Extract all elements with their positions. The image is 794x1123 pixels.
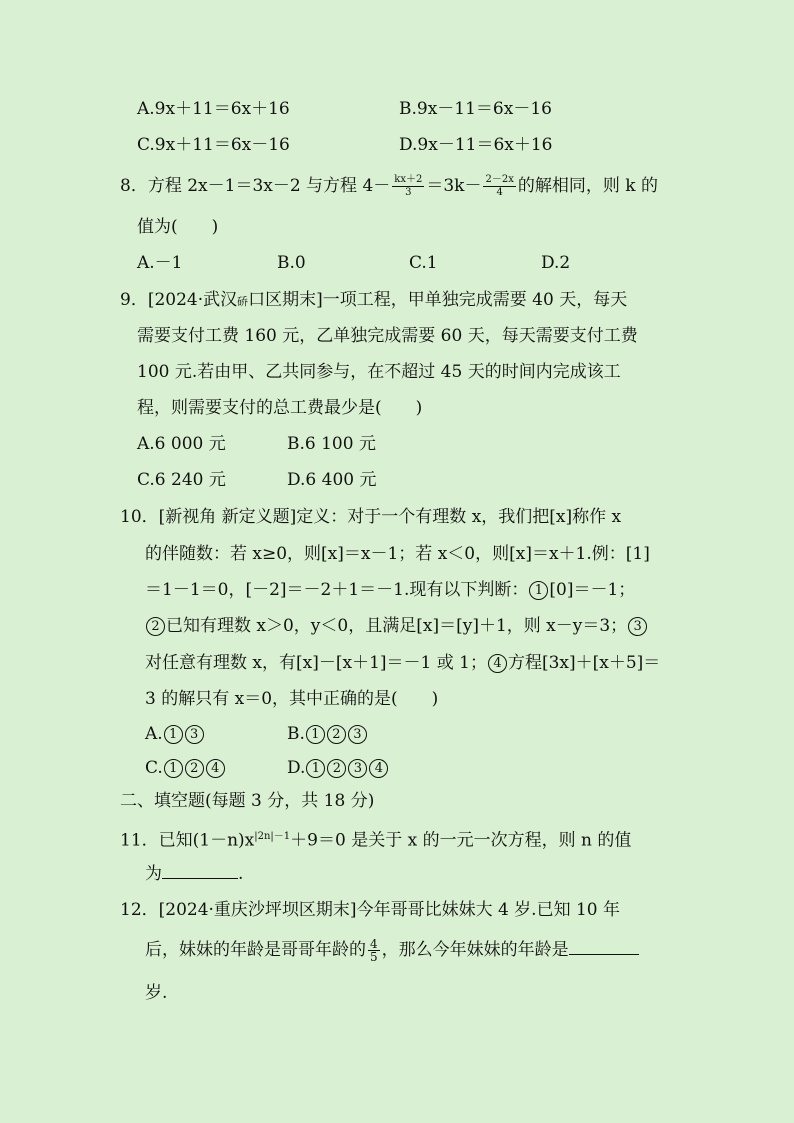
q12-line2-post: ，那么今年妹妹的年龄是 xyxy=(381,940,569,960)
q10-line4-text: 已知有理数 x＞0，y＜0，且满足[x]＝[y]＋1，则 x－y＝3； xyxy=(166,616,628,636)
q10-line3 xyxy=(145,579,635,601)
q12-line3: 岁. xyxy=(145,983,168,1003)
q8-line1 xyxy=(120,174,658,199)
q8-text-2: ＝3k－ xyxy=(426,176,482,196)
q8-option-a: A.－1 xyxy=(137,253,183,273)
q11-post: ＋9＝0 是关于 x 的一元一次方程，则 n 的值 xyxy=(290,830,632,851)
q10-option-b-label: B. xyxy=(287,724,305,744)
q11-answer-blank[interactable] xyxy=(162,878,238,879)
q8-frac2-denominator: 4 xyxy=(496,187,503,198)
q12-answer-blank[interactable] xyxy=(569,954,639,955)
q8-text-1: 8．方程 2x－1＝3x－2 与方程 4－ xyxy=(120,176,391,196)
q9-line1-post: 口区期末]一项工程，甲单独完成需要 40 天，每天 xyxy=(248,290,628,310)
q11-pre: 11．已知(1－n)x xyxy=(120,830,255,851)
q10-line5-pre: 对任意有理数 x，有[x]－[x＋1]＝－1 或 1； xyxy=(145,653,487,673)
q10-line5-post: 方程[3x]＋[x＋5]＝ xyxy=(507,653,661,673)
q10-line3-pre: ＝1－1＝0，[－2]＝－2＋1＝－1.现有以下判断： xyxy=(145,580,529,600)
circled-number-2: 2 xyxy=(185,759,204,778)
q11-line1 xyxy=(120,826,631,852)
q8-option-b: B.0 xyxy=(277,253,306,273)
q7-option-b: B.9x－11＝6x－16 xyxy=(399,99,552,119)
q10-line6: 3 的解只有 x＝0，其中正确的是( ) xyxy=(145,689,439,709)
circled-number-1: 1 xyxy=(529,581,548,600)
q10-option-d xyxy=(287,757,389,779)
circled-number-2: 2 xyxy=(327,725,346,744)
q9-option-d: D.6 400 元 xyxy=(287,470,377,490)
q9-line2: 需要支付工费 160 元，乙单独完成需要 60 天，每天需要支付工费 xyxy=(137,326,638,346)
circled-number-1: 1 xyxy=(164,725,183,744)
q11-line2-text: 为 xyxy=(145,864,162,884)
q10-line1: 10．[新视角 新定义题]定义：对于一个有理数 x，我们把[x]称作 x xyxy=(120,507,622,527)
q7-option-a: A.9x＋11＝6x＋16 xyxy=(137,99,290,119)
q8-frac2-numerator: 2－2x xyxy=(485,174,514,185)
q9-line1 xyxy=(120,289,627,313)
q7-option-d: D.9x－11＝6x＋16 xyxy=(399,135,553,155)
q11-line2 xyxy=(145,863,243,885)
q8-option-c: C.1 xyxy=(409,253,438,273)
q9-line1-pre: 9．[2024·武汉 xyxy=(120,290,238,310)
circled-number-1: 1 xyxy=(306,759,325,778)
q11-exponent: |2n|－1 xyxy=(254,831,291,842)
circled-number-3: 3 xyxy=(628,617,647,636)
q11-period: . xyxy=(238,864,244,884)
circled-number-1: 1 xyxy=(306,725,325,744)
q7-option-c: C.9x＋11＝6x－16 xyxy=(137,135,290,155)
q9-line4: 程，则需要支付的总工费最少是( ) xyxy=(137,398,423,418)
q8-fraction-2 xyxy=(483,174,515,199)
circled-number-1: 1 xyxy=(164,759,183,778)
circled-number-3: 3 xyxy=(185,725,204,744)
q12-line2 xyxy=(145,938,639,963)
q8-frac1-numerator: kx＋2 xyxy=(394,174,423,185)
q10-option-d-label: D. xyxy=(287,758,306,778)
q9-line1-small-char: 硚 xyxy=(237,295,249,308)
q9-option-b: B.6 100 元 xyxy=(287,434,376,454)
circled-number-2: 2 xyxy=(327,759,346,778)
q10-option-b xyxy=(287,723,368,745)
circled-number-4: 4 xyxy=(206,759,225,778)
q10-line3-post: [0]＝－1； xyxy=(549,580,636,600)
q10-option-c-label: C. xyxy=(145,758,163,778)
q10-line4 xyxy=(145,615,648,637)
q8-option-d: D.2 xyxy=(541,253,571,273)
circled-number-4: 4 xyxy=(369,759,388,778)
q8-line2: 值为( ) xyxy=(137,217,219,237)
circled-number-2: 2 xyxy=(146,617,165,636)
q12-frac-numerator: 4 xyxy=(370,937,378,951)
q9-line3: 100 元.若由甲、乙共同参与，在不超过 45 天的时间内完成该工 xyxy=(137,362,621,382)
q10-option-a-label: A. xyxy=(145,724,163,744)
section-heading: 二、填空题(每题 3 分，共 18 分) xyxy=(120,791,375,811)
q10-option-a xyxy=(145,723,205,745)
circled-number-4: 4 xyxy=(488,654,507,673)
q12-line2-pre: 后，妹妹的年龄是哥哥年龄的 xyxy=(145,940,366,960)
q12-frac-denominator: 5 xyxy=(370,950,378,964)
circled-number-3: 3 xyxy=(348,725,367,744)
q8-frac1-denominator: 3 xyxy=(405,187,412,198)
q9-option-c: C.6 240 元 xyxy=(137,470,226,490)
q10-line5 xyxy=(145,652,660,674)
q9-option-a: A.6 000 元 xyxy=(137,434,226,454)
q10-option-c xyxy=(145,757,226,779)
q12-line1: 12．[2024·重庆沙坪坝区期末]今年哥哥比妹妹大 4 岁.已知 10 年 xyxy=(120,900,621,920)
circled-number-3: 3 xyxy=(348,759,367,778)
q8-text-3: 的解相同，则 k 的 xyxy=(517,176,658,196)
q10-line2: 的伴随数：若 x≥0，则[x]＝x－1；若 x＜0，则[x]＝x＋1.例：[1] xyxy=(145,544,650,564)
q8-fraction-1 xyxy=(392,174,424,199)
q12-fraction xyxy=(368,938,380,963)
